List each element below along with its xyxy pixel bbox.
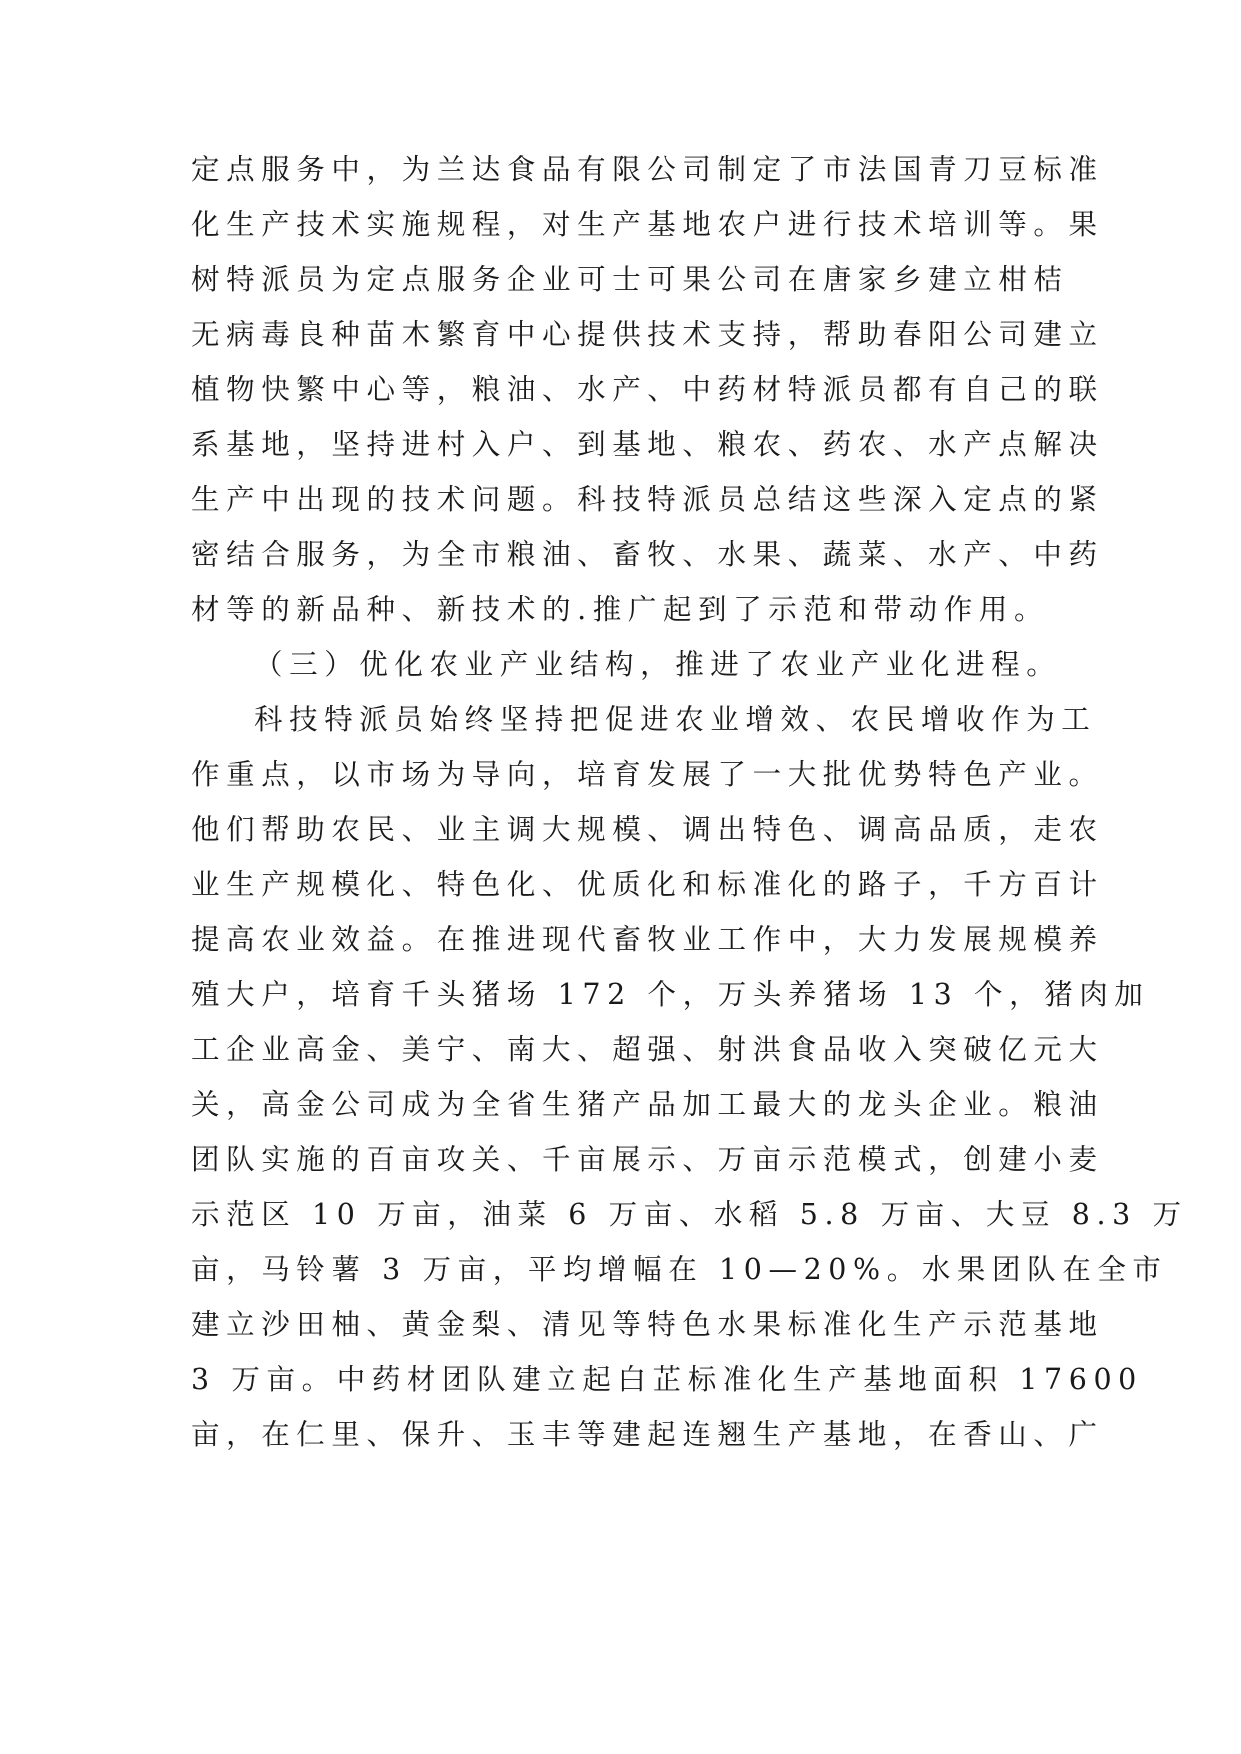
text-line: 亩，在仁里、保升、玉丰等建起连翘生产基地，在香山、广: [191, 1418, 1104, 1451]
text-line: 殖大户，培育千头猪场 172 个，万头养猪场 13 个，猪肉加: [191, 978, 1150, 1011]
text-line: 3 万亩。中药材团队建立起白芷标准化生产基地面积 17600: [191, 1363, 1143, 1396]
text-line: 系基地，坚持进村入户、到基地、粮农、药农、水产点解决: [191, 428, 1104, 461]
text-line: 建立沙田柚、黄金梨、清见等特色水果标准化生产示范基地: [191, 1308, 1104, 1341]
text-line: 无病毒良种苗木繁育中心提供技术支持，帮助春阳公司建立: [191, 318, 1104, 351]
text-line: 工企业高金、美宁、南大、超强、射洪食品收入突破亿元大: [191, 1033, 1104, 1066]
text-line: 科技特派员始终坚持把促进农业增效、农民增收作为工: [254, 703, 1097, 736]
text-line: 关，高金公司成为全省生猪产品加工最大的龙头企业。粮油: [191, 1088, 1104, 1121]
text-line: 作重点，以市场为导向，培育发展了一大批优势特色产业。: [191, 758, 1104, 791]
text-line: 提高农业效益。在推进现代畜牧业工作中，大力发展规模养: [191, 923, 1104, 956]
text-line: 生产中出现的技术问题。科技特派员总结这些深入定点的紧: [191, 483, 1104, 516]
text-line: 示范区 10 万亩，油菜 6 万亩、水稻 5.8 万亩、大豆 8.3 万: [191, 1198, 1188, 1231]
text-line: 材等的新品种、新技术的.推广起到了示范和带动作用。: [191, 593, 1050, 626]
text-line: 化生产技术实施规程，对生产基地农户进行技术培训等。果: [191, 208, 1104, 241]
text-line: 树特派员为定点服务企业可士可果公司在唐家乡建立柑桔: [191, 263, 1069, 296]
text-line: 定点服务中，为兰达食品有限公司制定了市法国青刀豆标准: [191, 153, 1104, 186]
text-line: 密结合服务，为全市粮油、畜牧、水果、蔬菜、水产、中药: [191, 538, 1104, 571]
text-line: 亩，马铃薯 3 万亩，平均增幅在 10—20%。水果团队在全市: [191, 1253, 1168, 1286]
text-line: 团队实施的百亩攻关、千亩展示、万亩示范模式，创建小麦: [191, 1143, 1104, 1176]
text-line: 他们帮助农民、业主调大规模、调出特色、调高品质，走农: [191, 813, 1104, 846]
section-heading: （三）优化农业产业结构，推进了农业产业化进程。: [254, 648, 1062, 681]
text-line: 植物快繁中心等，粮油、水产、中药材特派员都有自己的联: [191, 373, 1104, 406]
text-line: 业生产规模化、特色化、优质化和标准化的路子，千方百计: [191, 868, 1104, 901]
